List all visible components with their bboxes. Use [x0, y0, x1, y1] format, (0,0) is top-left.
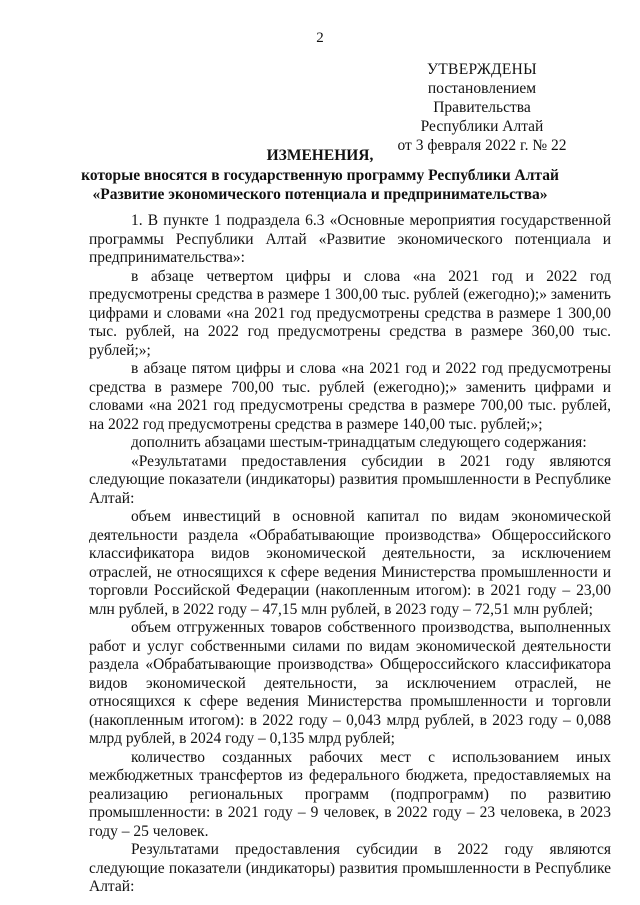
heading-line-3: «Развитие экономического потенциала и предпринимательства» [92, 186, 548, 203]
document-body [89, 212, 611, 897]
document-heading [60, 146, 580, 205]
page-number: 2 [316, 30, 324, 46]
paragraph-5: «Результатами предоставления субсидии в 2021 году являются следующие показатели (индикаторы) развития промышленности в Республике Алтай: [89, 452, 611, 507]
approval-title: УТВЕРЖДЕНЫ [427, 61, 537, 78]
approval-block [378, 60, 586, 155]
paragraph-4: дополнить абзацами шестым-тринадцатым следующего содержания: [131, 434, 587, 451]
paragraph-2: в абзаце четвертом цифры и слова «на 2021 год и 2022 год предусмотрены средства в размере 1 300,00 тыс. рублей (ежегодно);» заменить цифрами и словами «на 2021 год предусмотрены средства в размере 1 300,00 тыс. рублей, на 2022 год предусмотрены средства в размере 360,00 тыс. рублей;»; [89, 267, 611, 359]
approval-line-4: от 3 февраля 2022 г. № 22 [397, 137, 567, 154]
heading-line-2: которые вносятся в государственную программу Республики Алтай [81, 166, 559, 184]
paragraph-7: объем отгруженных товаров собственного производства, выполненных работ и услуг собственными силами по видам экономической деятельности раздела «Обрабатывающие производства» Общероссийского классификатора видов экономической деятельности, за исключением отраслей, не относящихся к сфере ведения Министерства промышленности и торговли (накопленным итогом): в 2022 году – 0,043 млрд рублей, в 2023 году – 0,088 млрд рублей, в 2024 году – 0,135 млрд рублей; [89, 619, 611, 747]
paragraph-1: 1. В пункте 1 подраздела 6.3 «Основные мероприятия государственной программы Республики Алтай «Развитие экономического потенциала и предпринимательства»: [89, 212, 611, 266]
approval-line-3: Республики Алтай [420, 118, 544, 135]
approval-line-2: постановлением Правительства [427, 80, 537, 116]
paragraph-9: Результатами предоставления субсидии в 2022 году являются следующие показатели (индикаторы) развития промышленности в Республике Алтай: [89, 841, 611, 895]
paragraph-6: объем инвестиций в основной капитал по видам экономической деятельности раздела «Обрабатывающие производства» Общероссийского классификатора видов экономической деятельности, за исключением отраслей, не относящихся к сфере ведения Министерства промышленности и торговли Российской Федерации (накопленным итогом): в 2021 году – 23,00 млн рублей, в 2022 году – 47,15 млн рублей, в 2023 году – 72,51 млн рублей; [89, 508, 611, 618]
paragraph-8: количество созданных рабочих мест с использованием иных межбюджетных трансфертов из федерального бюджета, предоставляемых на реализацию региональных программ (подпрограмм) по развитию промышленности: в 2021 году – 9 человек, в 2022 году – 23 человека, в 2023 году – 25 человек. [89, 748, 611, 840]
heading-title: ИЗМЕНЕНИЯ, [266, 147, 374, 164]
paragraph-3: в абзаце пятом цифры и слова «на 2021 год и 2022 год предусмотрены средства в размере 700,00 тыс. рублей (ежегодно);» заменить цифрами и словами «на 2021 год предусмотрены средства в размере 700,00 тыс. рублей, на 2022 год предусмотрены средства в размере 140,00 тыс. рублей;»; [89, 360, 611, 433]
